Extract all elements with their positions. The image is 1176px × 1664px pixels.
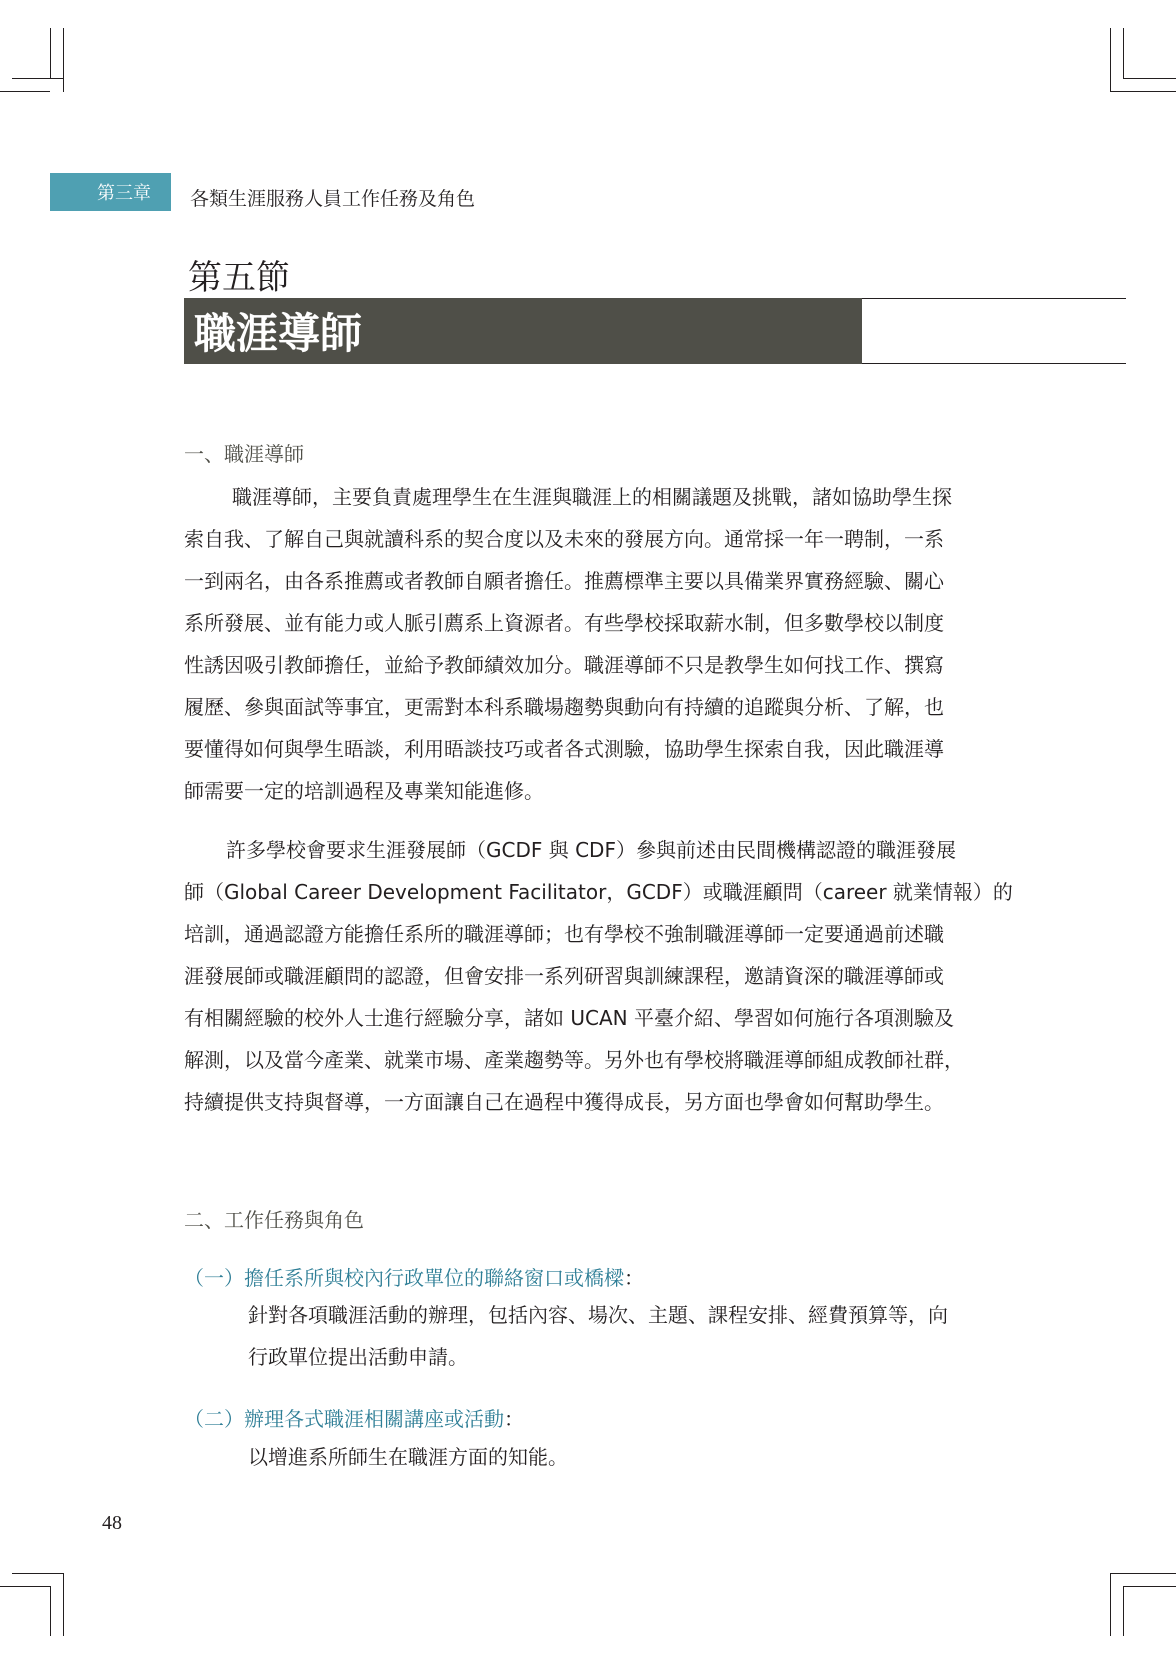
crop-mark-top-right-v2 [1123,28,1124,78]
text-line: 涯發展師或職涯顧問的認證，但會安排一系列研習與訓練課程，邀請資深的職涯導師或 [184,964,944,988]
task-item-1-body [248,1294,998,1378]
crop-mark-bottom-right-v [1110,1573,1111,1636]
task-item-1-colon: ： [624,1266,644,1290]
crop-mark-bottom-left-v2 [63,1573,64,1636]
crop-mark-bottom-left-h2 [0,1586,50,1587]
task-item-2-colon: ： [504,1407,524,1431]
text-line: 職涯導師，主要負責處理學生在生涯與職涯上的相關議題及挑戰，諸如協助學生探 [232,485,952,509]
task-item-1-label: （一）擔任系所與校內行政單位的聯絡窗口或橋樑 [184,1266,624,1290]
crop-mark-bottom-right-h2 [1123,1586,1176,1587]
chapter-title: 各類生涯服務人員工作任務及角色 [190,188,476,210]
crop-mark-top-left-h [0,91,50,92]
crop-mark-top-right-h [1110,91,1176,92]
crop-mark-top-right-v [1110,28,1111,92]
text-line: 索自我、了解自己與就讀科系的契合度以及未來的發展方向。通常採一年一聘制，一系 [184,527,944,551]
title-rule-top [862,298,1126,299]
text-line: 持續提供支持與督導，一方面讓自己在過程中獲得成長，另方面也學會如何幫助學生。 [184,1090,944,1114]
text-line: 師（Global Career Development Facilitator，GCDF）或職涯顧問（career 就業情報）的 [184,880,1013,904]
text-line: 許多學校會要求生涯發展師（GCDF 與 CDF）參與前述由民間機構認證的職涯發展 [226,838,956,862]
part2-heading: 二、工作任務與角色 [184,1208,364,1232]
crop-mark-bottom-left-v [50,1586,51,1636]
text-line: 履歷、參與面試等事宜，更需對本科系職場趨勢與動向有持續的追蹤與分析、了解，也 [184,695,944,719]
text-line: 有相關經驗的校外人士進行經驗分享，諸如 UCAN 平臺介紹、學習如何施行各項測驗及 [184,1006,954,1030]
section-number: 第五節 [188,258,290,298]
task-item-1-heading [184,1262,644,1291]
chapter-badge: 第三章 [50,173,171,211]
crop-mark-top-left-h2 [12,78,63,79]
text-line: 針對各項職涯活動的辦理，包括內容、場次、主題、課程安排、經費預算等，向 [248,1303,948,1327]
crop-mark-top-right-h2 [1123,78,1176,79]
section-title: 職涯導師 [184,298,862,364]
crop-mark-top-left-v2 [50,28,51,78]
text-line: 以增進系所師生在職涯方面的知能。 [248,1445,568,1469]
text-line: 師需要一定的培訓過程及專業知能進修。 [184,779,544,803]
text-line: 一到兩名，由各系推薦或者教師自願者擔任。推薦標準主要以具備業界實務經驗、關心 [184,569,944,593]
crop-mark-bottom-left-h [12,1573,63,1574]
text-line: 系所發展、並有能力或人脈引薦系上資源者。有些學校採取薪水制，但多數學校以制度 [184,611,944,635]
text-line: 行政單位提出活動申請。 [248,1345,468,1369]
page-number: 48 [102,1512,122,1534]
task-item-2-heading [184,1403,524,1432]
crop-mark-bottom-right-v2 [1123,1586,1124,1636]
crop-mark-bottom-right-h [1110,1573,1176,1574]
part1-heading: 一、職涯導師 [184,442,304,466]
task-item-2-body [248,1436,998,1478]
part1-paragraph-2 [184,829,1013,1123]
part1-paragraph-1 [184,476,994,812]
text-line: 性誘因吸引教師擔任，並給予教師績效加分。職涯導師不只是教學生如何找工作、撰寫 [184,653,944,677]
text-line: 解測，以及當今產業、就業市場、產業趨勢等。另外也有學校將職涯導師組成教師社群， [184,1048,964,1072]
text-line: 要懂得如何與學生晤談，利用晤談技巧或者各式測驗，協助學生探索自我，因此職涯導 [184,737,944,761]
title-rule-bottom [862,363,1126,364]
text-line: 培訓，通過認證方能擔任系所的職涯導師；也有學校不強制職涯導師一定要通過前述職 [184,922,944,946]
crop-mark-top-left-v [63,28,64,92]
task-item-2-label: （二）辦理各式職涯相關講座或活動 [184,1407,504,1431]
